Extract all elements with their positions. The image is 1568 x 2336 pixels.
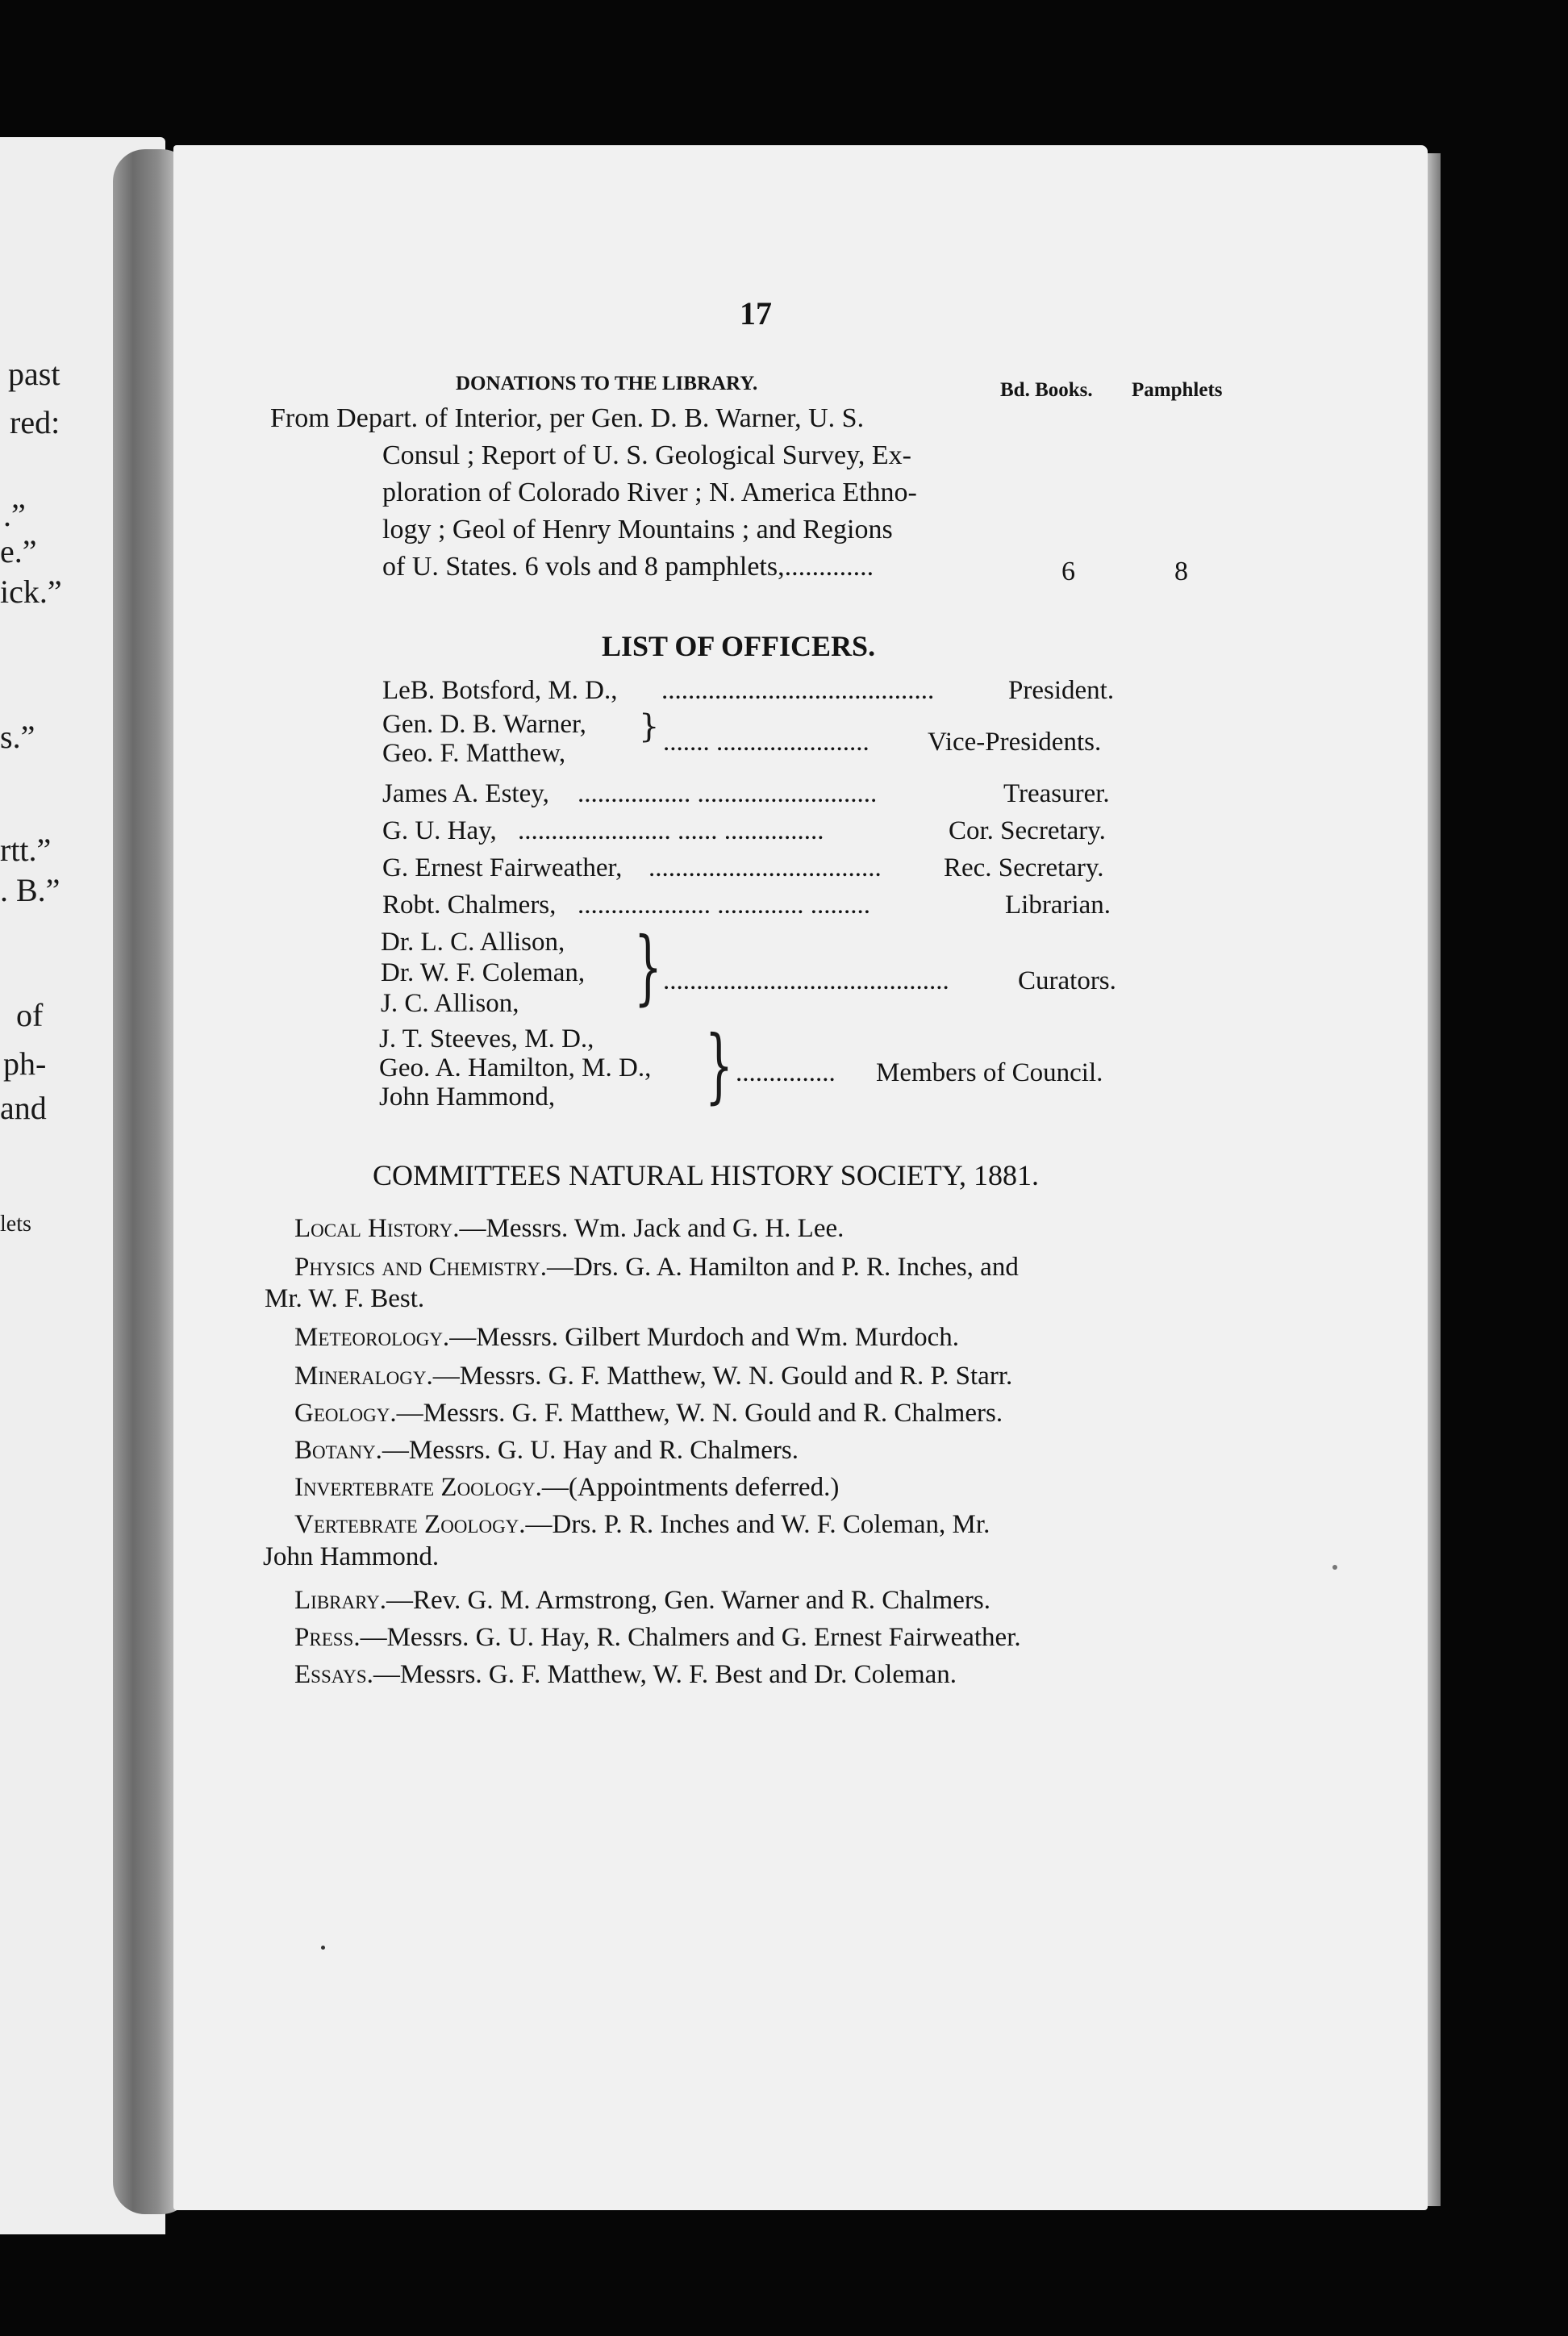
committee-members: —Messrs. G. U. Hay, R. Chalmers and G. Ernest Fairweather. xyxy=(360,1623,1021,1652)
committee-title: Physics and Chemistry. xyxy=(294,1253,548,1282)
committee-continuation: Mr. W. F. Best. xyxy=(265,1284,425,1313)
committee-title: Press. xyxy=(294,1623,361,1652)
committee-members: —Messrs. G. F. Matthew, W. N. Gould and R. P. Starr. xyxy=(432,1362,1013,1391)
committee-entry xyxy=(294,1473,839,1503)
committee-entry xyxy=(294,1660,957,1690)
committee-members: —Messrs. G. U. Hay and R. Chalmers. xyxy=(382,1436,799,1465)
officer-role: President. xyxy=(1008,676,1115,705)
officer-name: Gen. D. B. Warner, xyxy=(382,710,586,739)
officer-role: Members of Council. xyxy=(876,1058,1103,1087)
left-fragment: ick.” xyxy=(0,574,62,610)
left-fragment: of xyxy=(16,997,44,1033)
leader-dots: ................. ........................... xyxy=(578,779,878,808)
page-number: 17 xyxy=(740,295,772,332)
pamphlets-count: 8 xyxy=(1174,557,1188,586)
committee-entry xyxy=(294,1323,959,1353)
officer-name: Geo. A. Hamilton, M. D., xyxy=(379,1053,652,1082)
officer-name: John Hammond, xyxy=(379,1082,556,1112)
leader-dots: ....................... ...... ............... xyxy=(518,816,824,845)
committee-members: —Messrs. Gilbert Murdoch and Wm. Murdoch. xyxy=(449,1323,959,1352)
left-fragment: s.” xyxy=(0,719,35,755)
left-fragment: . B.” xyxy=(0,872,60,908)
brace-icon: } xyxy=(639,708,660,745)
left-fragment: rtt.” xyxy=(0,832,52,868)
committee-title: Botany. xyxy=(294,1436,382,1465)
officer-role: Rec. Secretary. xyxy=(944,853,1104,882)
scan-speck xyxy=(1332,1565,1337,1570)
committee-title: Vertebrate Zoology. xyxy=(294,1510,526,1539)
left-fragment: .” xyxy=(3,497,26,533)
officer-name: Geo. F. Matthew, xyxy=(382,739,566,768)
brace-icon: } xyxy=(705,1018,733,1112)
committee-entry xyxy=(294,1586,990,1616)
brace-icon: } xyxy=(634,920,662,1014)
committee-members: —Drs. P. R. Inches and W. F. Coleman, Mr. xyxy=(525,1510,990,1539)
left-fragment: e.” xyxy=(0,533,37,569)
committee-title: Local History. xyxy=(294,1214,460,1243)
committee-continuation: John Hammond. xyxy=(263,1542,440,1571)
officer-role: Treasurer. xyxy=(1003,779,1110,808)
left-fragment: and xyxy=(0,1090,47,1126)
committee-entry xyxy=(294,1399,1003,1429)
committee-entry xyxy=(294,1623,1021,1653)
committee-title: Library. xyxy=(294,1586,387,1615)
committee-entry xyxy=(294,1436,799,1466)
scan-speck xyxy=(321,1946,325,1950)
left-fragment: ph- xyxy=(3,1045,47,1082)
donations-heading: DONATIONS TO THE LIBRARY. xyxy=(456,373,758,394)
committee-members: —Drs. G. A. Hamilton and P. R. Inches, and xyxy=(547,1253,1019,1282)
committees-heading: COMMITTEES NATURAL HISTORY SOCIETY, 1881. xyxy=(373,1159,1040,1191)
officer-name: Robt. Chalmers, xyxy=(382,891,557,920)
leader-dots: .................... ............. ......... xyxy=(578,891,870,920)
officer-name: J. C. Allison, xyxy=(381,989,519,1018)
officer-role: Curators. xyxy=(1018,966,1116,995)
committee-entry xyxy=(294,1214,844,1244)
officer-role: Vice-Presidents. xyxy=(928,728,1102,757)
officer-name: G. Ernest Fairweather, xyxy=(382,853,623,882)
committee-members: —Messrs. G. F. Matthew, W. N. Gould and R. Chalmers. xyxy=(396,1399,1003,1428)
donation-line: logy ; Geol of Henry Mountains ; and Regions xyxy=(382,515,893,544)
leader-dots: ....... ....................... xyxy=(663,728,869,757)
committee-members: —(Appointments deferred.) xyxy=(541,1473,840,1502)
left-fragment: lets xyxy=(0,1212,31,1237)
page-edge xyxy=(1428,153,1441,2206)
committee-members: —Messrs. Wm. Jack and G. H. Lee. xyxy=(459,1214,844,1243)
left-fragment: red: xyxy=(10,404,60,440)
committee-entry xyxy=(294,1362,1012,1391)
officer-name: J. T. Steeves, M. D., xyxy=(379,1024,594,1053)
officer-name: LeB. Botsford, M. D., xyxy=(382,676,618,705)
officer-role: Cor. Secretary. xyxy=(949,816,1106,845)
donation-line: From Depart. of Interior, per Gen. D. B. Warner, U. S. xyxy=(270,403,865,433)
leader-dots: ............... xyxy=(736,1058,836,1087)
column-header-pamphlets: Pamphlets xyxy=(1132,379,1223,401)
officer-name: Dr. L. C. Allison, xyxy=(381,928,565,957)
donation-line: of U. States. 6 vols and 8 pamphlets,............. xyxy=(382,552,874,582)
committee-entry xyxy=(294,1510,990,1540)
committee-title: Geology. xyxy=(294,1399,397,1428)
committee-title: Meteorology. xyxy=(294,1323,450,1352)
bound-books-count: 6 xyxy=(1061,557,1075,586)
donation-line: Consul ; Report of U. S. Geological Survey, Ex- xyxy=(382,440,911,470)
officer-name: Dr. W. F. Coleman, xyxy=(381,958,586,987)
donation-line: ploration of Colorado River ; N. America Ethno- xyxy=(382,478,917,507)
committee-title: Essays. xyxy=(294,1660,373,1689)
officer-role: Librarian. xyxy=(1005,891,1111,920)
committee-members: —Rev. G. M. Armstrong, Gen. Warner and R. Chalmers. xyxy=(386,1586,990,1615)
leader-dots: ................................... xyxy=(648,853,882,882)
officer-name: G. U. Hay, xyxy=(382,816,497,845)
committee-title: Mineralogy. xyxy=(294,1362,433,1391)
leader-dots: ........................................... xyxy=(663,966,949,995)
officer-name: James A. Estey, xyxy=(382,779,549,808)
committee-entry xyxy=(294,1253,1019,1283)
leader-dots: ......................................... xyxy=(661,676,935,705)
column-header-books: Bd. Books. xyxy=(1000,379,1093,401)
committee-members: —Messrs. G. F. Matthew, W. F. Best and Dr. Coleman. xyxy=(373,1660,957,1689)
left-fragment: past xyxy=(8,356,60,392)
committee-title: Invertebrate Zoology. xyxy=(294,1473,542,1502)
officers-heading: LIST OF OFFICERS. xyxy=(602,630,876,662)
